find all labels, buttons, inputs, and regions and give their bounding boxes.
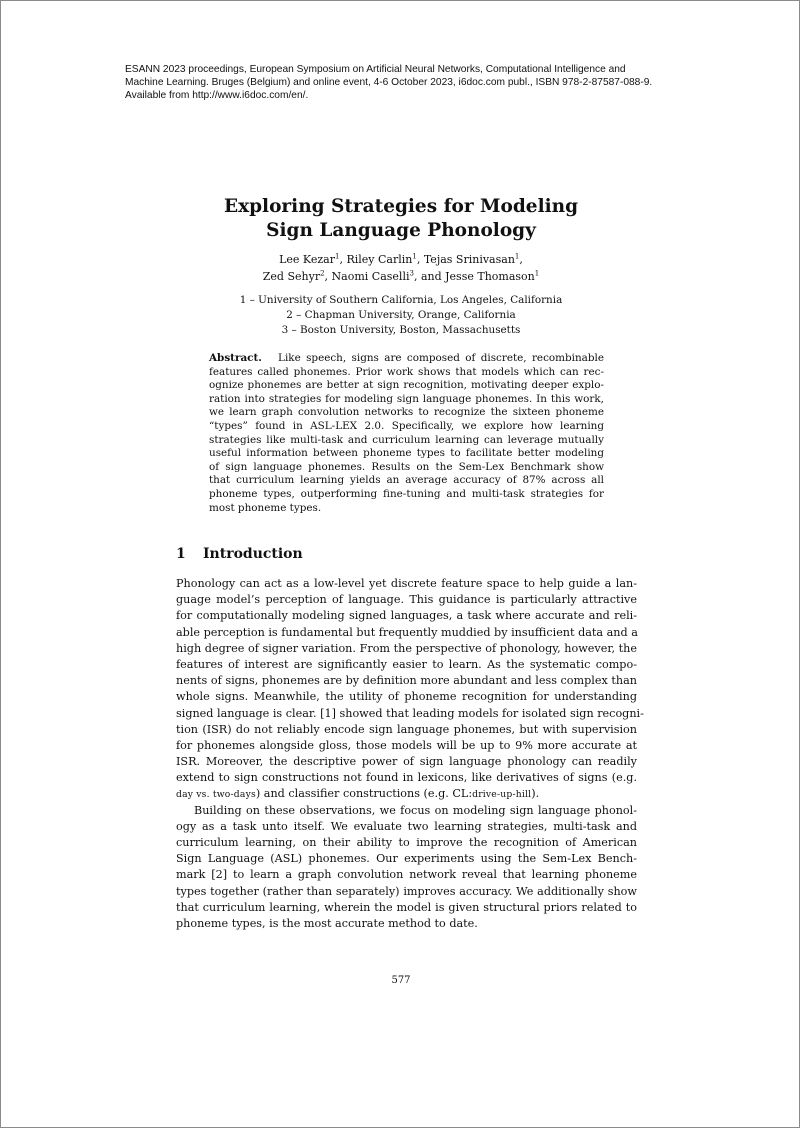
abstract (209, 352, 604, 515)
body-line: Sign Language (ASL) phonemes. Our experiments using the Sem-Lex Bench- (176, 852, 637, 866)
body-line: ISR. Moreover, the descriptive power of sign language phonology can readily (176, 755, 637, 769)
body-text: ) and classifier constructions (e.g. CL: (255, 787, 473, 801)
author-separator: , and (413, 269, 446, 283)
section-number: 1 (176, 546, 186, 562)
proceedings-header (125, 63, 685, 103)
body-line: high degree of signer variation. From the perspective of phonology, however, the (176, 641, 637, 655)
abstract-line: of sign language phonemes. Results on the Sem-Lex Benchmark show (209, 460, 604, 473)
small-caps-gloss: day vs. two-days (176, 789, 256, 801)
abstract-line: ognize phonemes are better at sign recognition, motivating deeper explo- (209, 379, 604, 392)
title-line-1: Exploring Strategies for Modeling (223, 196, 579, 217)
author-separator: , (324, 269, 332, 283)
author-separator: , (416, 253, 424, 266)
body-line: Building on these observations, we focus on modeling sign language phonol- (194, 803, 637, 817)
body-line: whole signs. Meanwhile, the utility of phoneme recognition for understanding (176, 690, 637, 704)
body-line: for computationally modeling signed languages, a task where accurate and reli- (176, 609, 637, 623)
author-separator: , (519, 253, 523, 266)
affiliation-list (151, 293, 651, 337)
body-line: that curriculum learning, wherein the model is given structural priors related to (176, 900, 637, 914)
author-name: Zed Sehyr (262, 269, 321, 283)
body-line: phoneme types, is the most accurate method to date. (176, 916, 478, 930)
page-number: 577 (391, 975, 411, 986)
author-separator: , (339, 253, 347, 266)
abstract-label: Abstract. (209, 352, 262, 364)
abstract-text: Like speech, signs are composed of discrete, recombinable (278, 352, 604, 364)
affiliation-marker: 1 (412, 252, 417, 261)
author-line-1 (151, 252, 651, 269)
author-name: Riley Carlin (346, 253, 413, 266)
abstract-line: features called phonemes. Prior work shows that models which can rec- (209, 365, 604, 378)
section-heading (176, 545, 303, 563)
affiliation-3: 3 – Boston University, Boston, Massachusetts (281, 323, 521, 336)
body-line (176, 786, 637, 802)
abstract-line: strategies like multi-task and curriculum learning can leverage mutually (209, 433, 604, 446)
abstract-line: that curriculum learning yields an average accuracy of 87% across all (209, 474, 604, 487)
body-line: curriculum learning, on their ability to improve the recognition of American (176, 836, 637, 849)
affiliation-2: 2 – Chapman University, Orange, California (286, 308, 516, 321)
affiliation-marker: 1 (534, 268, 540, 277)
affiliation-marker: 2 (320, 268, 325, 277)
author-name: Lee Kezar (279, 253, 335, 266)
author-list (151, 252, 651, 285)
body-line: extend to sign constructions not found in lexicons, like derivatives of signs (e.g. (176, 771, 637, 785)
author-name: Naomi Caselli (331, 269, 410, 283)
body-line: guage model’s perception of language. This guidance is particularly attractive (176, 593, 637, 607)
abstract-line: “types” found in ASL-LEX 2.0. Specifically, we explore how learning (209, 419, 604, 432)
header-line-3: Available from http://www.i6doc.com/en/. (125, 90, 309, 102)
introduction-body (176, 576, 644, 932)
affiliation-marker: 1 (334, 252, 340, 261)
body-line: nents of signs, phonemes are by definition more abundant and less complex than (176, 674, 637, 688)
body-line: for phonemes alongside gloss, those models will be up to 9% more accurate at (176, 738, 637, 752)
author-name: Tejas Srinivasan (423, 253, 515, 266)
body-line: types together (rather than separately) improves accuracy. We additionally show (176, 884, 637, 898)
abstract-line: phoneme types, outperforming fine-tuning and multi-task strategies for (209, 487, 604, 500)
abstract-line: useful information between phoneme types to facilitate better modeling (209, 447, 604, 460)
affiliation-1: 1 – University of Southern California, Los Angeles, California (239, 294, 563, 306)
section-title: Introduction (203, 546, 303, 562)
body-line: signed language is clear. [1] showed that leading models for isolated sign recogni- (176, 706, 644, 720)
affiliation-marker: 1 (514, 252, 520, 261)
body-text: ). (531, 787, 540, 801)
body-line: mark [2] to learn a graph convolution network reveal that learning phoneme (176, 868, 637, 882)
abstract-line: we learn graph convolution networks to recognize the sixteen phoneme (209, 406, 604, 419)
body-line: ogy as a task unto itself. We evaluate two learning strategies, multi-task and (176, 819, 637, 833)
header-line-1: ESANN 2023 proceedings, European Symposium on Artificial Neural Networks, Computational Intelligence and (125, 64, 626, 75)
header-line-2: Machine Learning. Bruges (Belgium) and online event, 4-6 October 2023, i6doc.com publ., ISBN 978-2-87587-088-9. (125, 77, 653, 89)
affiliation-marker: 3 (409, 268, 414, 277)
small-caps-gloss: drive-up-hill (472, 789, 532, 801)
body-line: features of interest are significantly easier to learn. As the systematic compo- (176, 657, 637, 671)
abstract-line (209, 352, 604, 366)
title-line-2: Sign Language Phonology (266, 220, 536, 241)
abstract-line: most phoneme types. (209, 501, 322, 514)
body-line: tion (ISR) do not reliably encode sign language phonemes, but with supervision (176, 722, 637, 736)
author-line-2 (151, 269, 651, 286)
body-line: Phonology can act as a low-level yet discrete feature space to help guide a lan- (176, 577, 637, 590)
abstract-line: ration into strategies for modeling sign language phonemes. In this work, (209, 392, 604, 405)
paper-title (151, 195, 651, 243)
body-line: able perception is fundamental but frequently muddied by insufficient data and a (176, 625, 638, 639)
author-name: Jesse Thomason (445, 269, 535, 283)
